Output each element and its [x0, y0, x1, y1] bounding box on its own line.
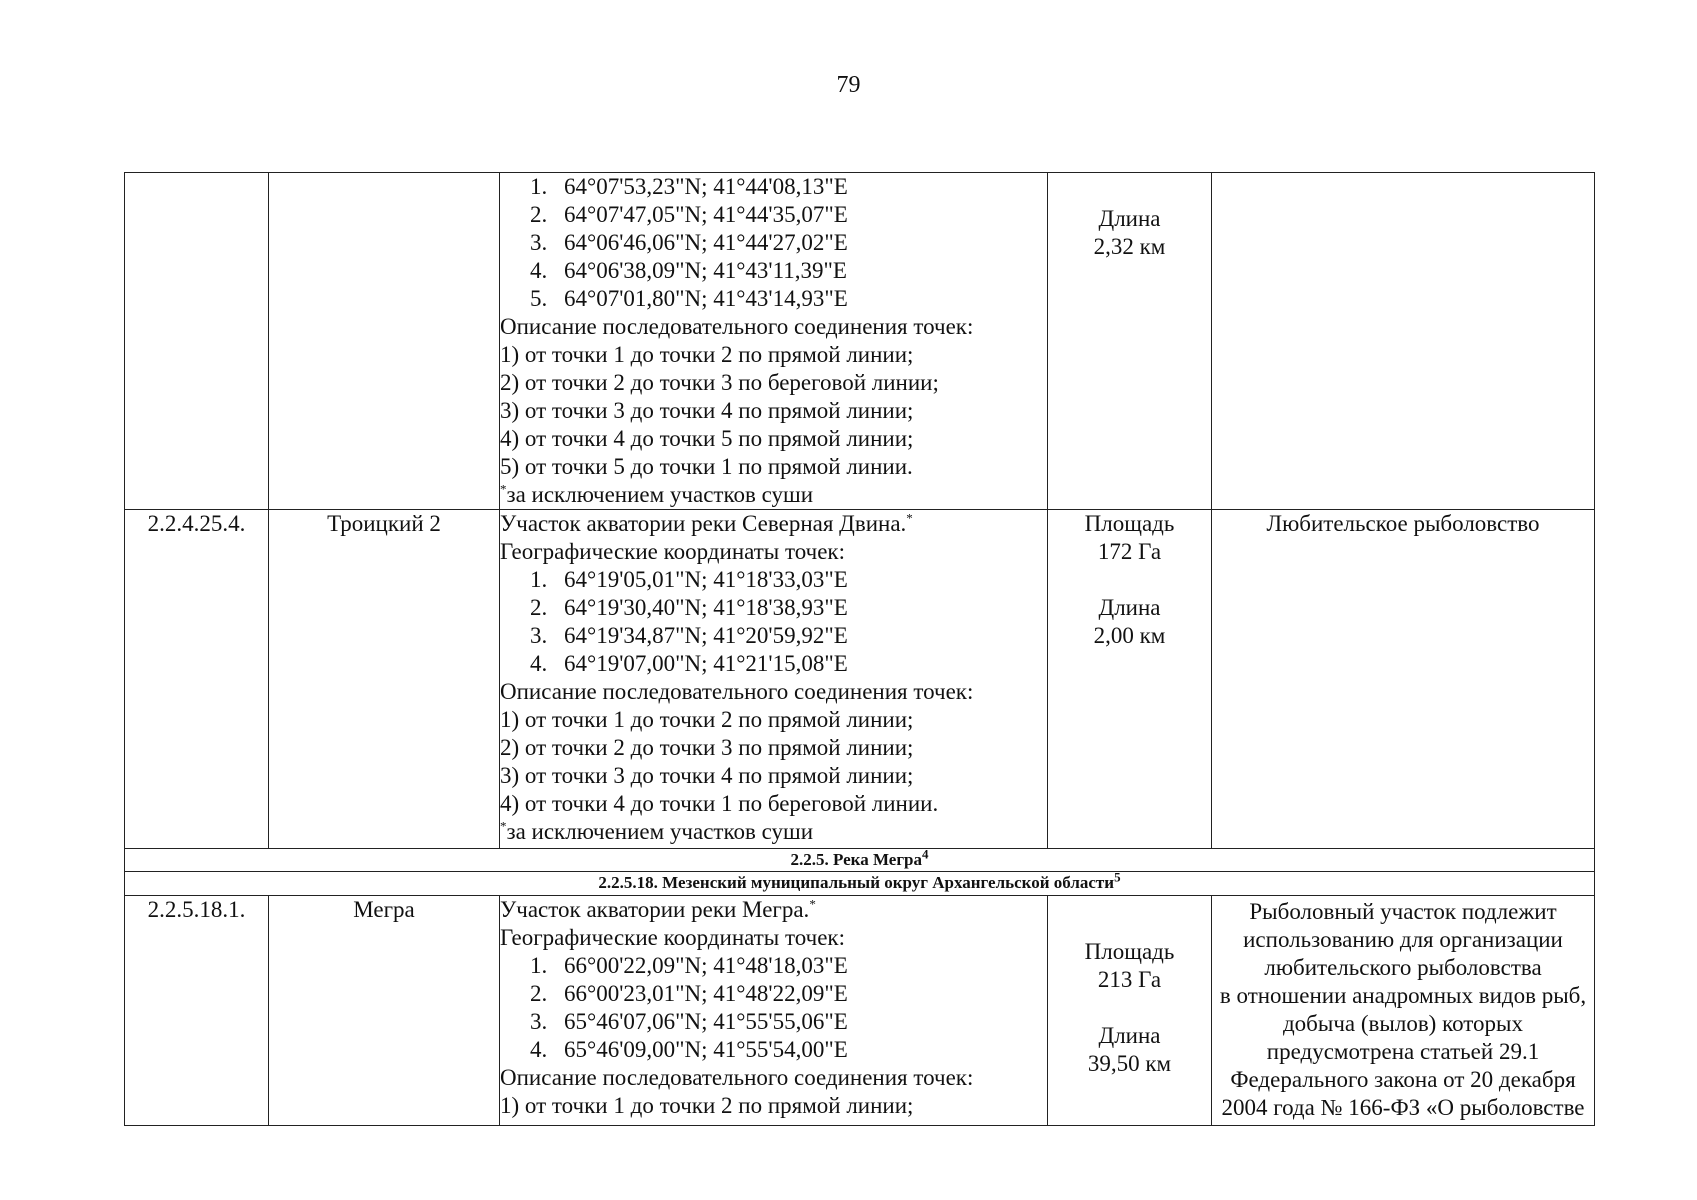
- list-item: 4. 64°19'07,00"N; 41°21'15,08"E: [530, 651, 848, 676]
- connection-title: Описание последовательного соединения точек:: [500, 314, 974, 339]
- purpose-line: использованию для организации: [1243, 927, 1563, 952]
- area-intro: Участок акватории реки Северная Двина.*: [500, 510, 913, 536]
- table-row: [125, 896, 1595, 1126]
- connection-item: 3) от точки 3 до точки 4 по прямой линии;: [500, 398, 914, 423]
- section-header-district: [125, 872, 1595, 896]
- row-number: 2.2.4.25.4.: [125, 510, 269, 849]
- section-river-title: 2.2.5. Река Мегра$^4$: [125, 849, 1595, 872]
- row-description-cell: [500, 173, 1048, 510]
- row-description-cell: [500, 510, 1048, 849]
- connection-item: 2) от точки 2 до точки 3 по береговой линии;: [500, 370, 939, 395]
- purpose-line: в отношении анадромных видов рыб,: [1219, 983, 1587, 1008]
- row-name: Троицкий 2: [269, 510, 500, 849]
- list-item: 2. 66°00'23,01"N; 41°48'22,09"E: [530, 981, 848, 1006]
- size-cell: [1048, 510, 1212, 849]
- connection-item: 4) от точки 4 до точки 5 по прямой линии;: [500, 426, 914, 451]
- purpose-line: Рыболовный участок подлежит: [1249, 899, 1557, 924]
- row-number-cell: [125, 173, 269, 510]
- list-item: 2. 64°19'30,40"N; 41°18'38,93"E: [530, 595, 848, 620]
- connection-item: 4) от точки 4 до точки 1 по береговой линии.: [500, 791, 939, 816]
- row-name-cell: [269, 173, 500, 510]
- connection-item: 1) от точки 1 до точки 2 по прямой линии;: [500, 707, 914, 732]
- purpose-cell: [1212, 896, 1595, 1126]
- purpose-line: Федерального закона от 20 декабря: [1230, 1067, 1576, 1092]
- connection-item: 2) от точки 2 до точки 3 по прямой линии;: [500, 735, 914, 760]
- area-intro: Участок акватории реки Мегра.*: [500, 896, 816, 922]
- row-number: 2.2.5.18.1.: [125, 896, 269, 1126]
- list-item: 2. 64°07'47,05"N; 41°44'35,07"E: [530, 202, 848, 227]
- size-cell: [1048, 896, 1212, 1126]
- connection-item: 1) от точки 1 до точки 2 по прямой линии;: [500, 342, 914, 367]
- fishing-areas-table: [124, 172, 1595, 1126]
- list-item: 3. 65°46'07,06"N; 41°55'55,06"E: [530, 1009, 848, 1034]
- length-label: Длина: [1098, 1023, 1161, 1048]
- connection-title: Описание последовательного соединения точек:: [500, 679, 974, 704]
- list-item: 4. 64°06'38,09"N; 41°43'11,39"E: [530, 258, 847, 283]
- purpose-line: 2004 года № 166-ФЗ «О рыболовстве: [1221, 1095, 1585, 1120]
- fishing-type: Любительское рыболовство: [1212, 510, 1595, 849]
- length-label: Длина: [1098, 595, 1161, 620]
- area-value: 213 Га: [1097, 967, 1162, 992]
- connection-item: 5) от точки 5 до точки 1 по прямой линии.: [500, 454, 913, 479]
- length-value: 2,00 км: [1093, 623, 1166, 648]
- section-header-river: [125, 849, 1595, 872]
- area-value: 172 Га: [1097, 539, 1162, 564]
- coordinates-list: [500, 173, 1047, 313]
- coords-title: Географические координаты точек:: [500, 925, 845, 950]
- coordinates-list: [500, 952, 1047, 1064]
- purpose-line: любительского рыболовства: [1264, 955, 1542, 980]
- list-item: 4. 65°46'09,00"N; 41°55'54,00"E: [530, 1037, 848, 1062]
- footnote-note: *за исключением участков суши: [500, 481, 814, 507]
- connection-title: Описание последовательного соединения точек:: [500, 1065, 974, 1090]
- table-row: [125, 510, 1595, 849]
- page-number: 79: [836, 72, 861, 98]
- row-description-cell: [500, 896, 1048, 1126]
- area-label: Площадь: [1084, 511, 1175, 536]
- fishing-type-cell: [1212, 173, 1595, 510]
- list-item: 1. 64°07'53,23"N; 41°44'08,13"E: [530, 174, 848, 199]
- length-label: Длина: [1098, 206, 1161, 231]
- connection-item: 3) от точки 3 до точки 4 по прямой линии;: [500, 763, 914, 788]
- purpose-line: добыча (вылов) которых: [1282, 1011, 1523, 1036]
- connection-item: 1) от точки 1 до точки 2 по прямой линии;: [500, 1093, 914, 1118]
- list-item: 3. 64°19'34,87"N; 41°20'59,92"E: [530, 623, 848, 648]
- footnote-note: *за исключением участков суши: [500, 818, 814, 844]
- area-label: Площадь: [1084, 939, 1175, 964]
- length-value: 39,50 км: [1087, 1051, 1172, 1076]
- list-item: 5. 64°07'01,80"N; 41°43'14,93"E: [530, 286, 848, 311]
- section-district-title: 2.2.5.18. Мезенский муниципальный округ Архангельской области$^5$: [125, 872, 1595, 896]
- coordinates-list: [500, 566, 1047, 678]
- table-row: [125, 173, 1595, 510]
- list-item: 1. 66°00'22,09"N; 41°48'18,03"E: [530, 953, 848, 978]
- length-value: 2,32 км: [1093, 234, 1166, 259]
- row-name: Мегра: [269, 896, 500, 1126]
- size-cell: [1048, 173, 1212, 510]
- coords-title: Географические координаты точек:: [500, 539, 845, 564]
- list-item: 3. 64°06'46,06"N; 41°44'27,02"E: [530, 230, 848, 255]
- list-item: 1. 64°19'05,01"N; 41°18'33,03"E: [530, 567, 848, 592]
- purpose-line: предусмотрена статьей 29.1: [1266, 1039, 1540, 1064]
